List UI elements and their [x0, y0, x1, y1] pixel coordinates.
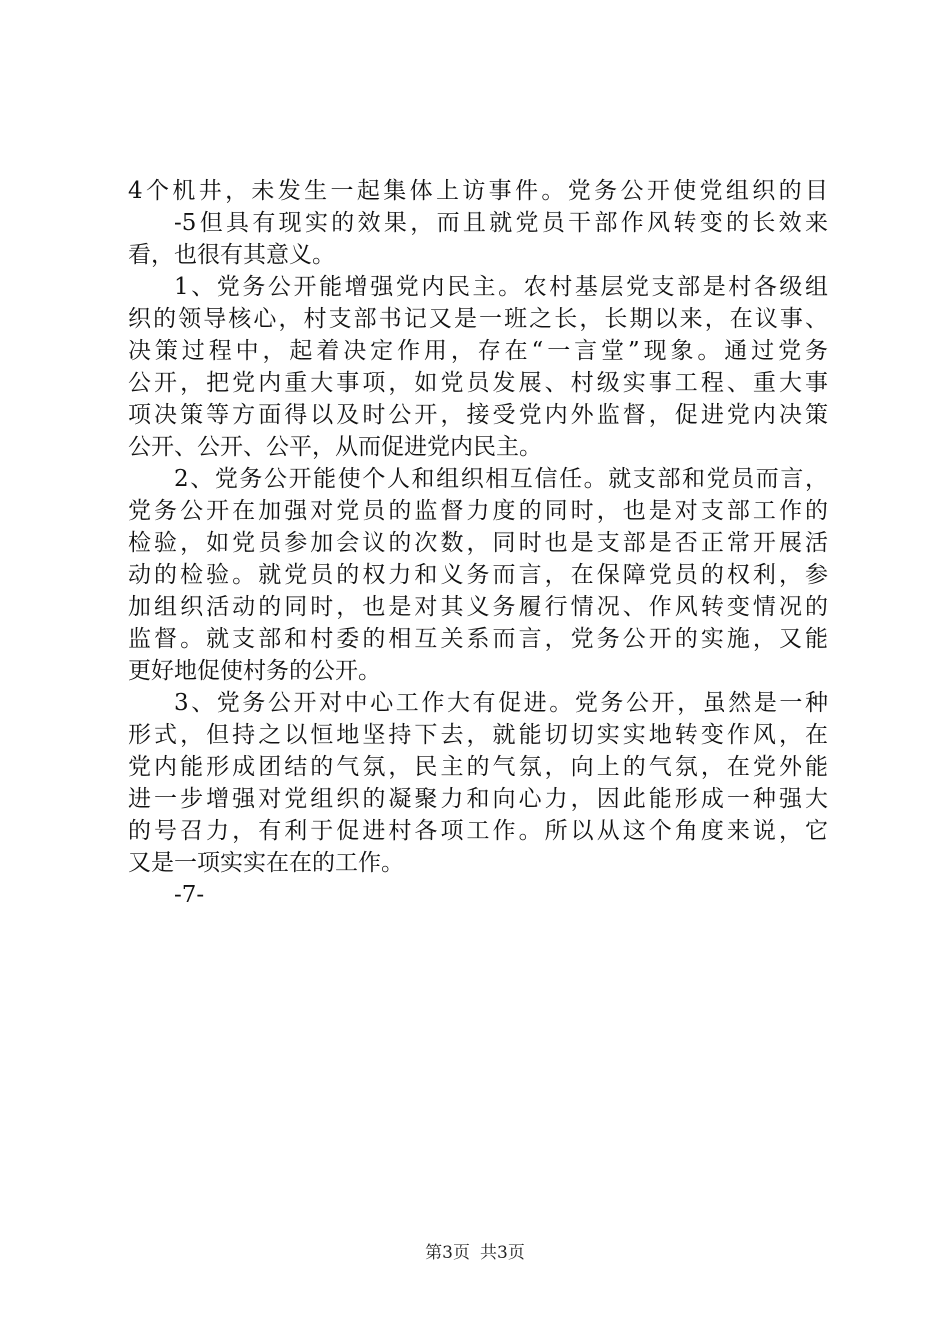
document-body: [128, 175, 828, 911]
page-number-total: 共3页: [480, 1243, 525, 1263]
page-footer: [0, 1242, 950, 1264]
text-line: 的号召力，有利于促进村各项工作。所以从这个角度来说，它: [128, 818, 828, 844]
paragraph-1-first-line: 1、党务公开能增强党内民主。农村基层党支部是村各级组: [174, 274, 828, 300]
text-line: 动的检验。就党员的权力和义务而言，在保障党员的权利，参: [128, 562, 828, 588]
text-line: 检验，如党员参加会议的次数，同时也是支部是否正常开展活: [128, 530, 828, 556]
text-line: 看，也很有其意义。: [128, 242, 335, 268]
paragraph-2-first-line: 2、党务公开能使个人和组织相互信任。就支部和党员而言，: [174, 466, 828, 492]
text-line: -5但具有现实的效果，而且就党员干部作风转变的长效来: [174, 210, 828, 236]
text-line: 进一步增强对党组织的凝聚力和向心力，因此能形成一种强大: [128, 786, 828, 812]
paragraph-3-first-line: 3、党务公开对中心工作大有促进。党务公开，虽然是一种: [174, 690, 828, 716]
text-line: 公开，把党内重大事项，如党员发展、村级实事工程、重大事: [128, 370, 828, 396]
text-line: 公开、公开、公平，从而促进党内民主。: [128, 434, 542, 460]
text-line: 项决策等方面得以及时公开，接受党内外监督，促进党内决策: [128, 402, 828, 428]
text-line: 加组织活动的同时，也是对其义务履行情况、作风转变情况的: [128, 594, 828, 620]
page-number-current: 第3页: [425, 1243, 470, 1263]
text-line: 党内能形成团结的气氛，民主的气氛，向上的气氛，在党外能: [128, 754, 828, 780]
text-line: 更好地促使村务的公开。: [128, 658, 381, 684]
text-line: 4个机井，未发生一起集体上访事件。党务公开使党组织的目: [128, 178, 828, 204]
text-line: 决策过程中，起着决定作用，存在“一言堂”现象。通过党务: [128, 338, 828, 364]
text-line: 又是一项实实在在的工作。: [128, 850, 404, 876]
page-marker: -7-: [174, 882, 205, 908]
text-line: 党务公开在加强对党员的监督力度的同时，也是对支部工作的: [128, 498, 828, 524]
text-line: 监督。就支部和村委的相互关系而言，党务公开的实施，又能: [128, 626, 828, 652]
text-line: 形式，但持之以恒地坚持下去，就能切切实实地转变作风，在: [128, 722, 828, 748]
text-line: 织的领导核心，村支部书记又是一班之长，长期以来，在议事、: [128, 306, 828, 332]
